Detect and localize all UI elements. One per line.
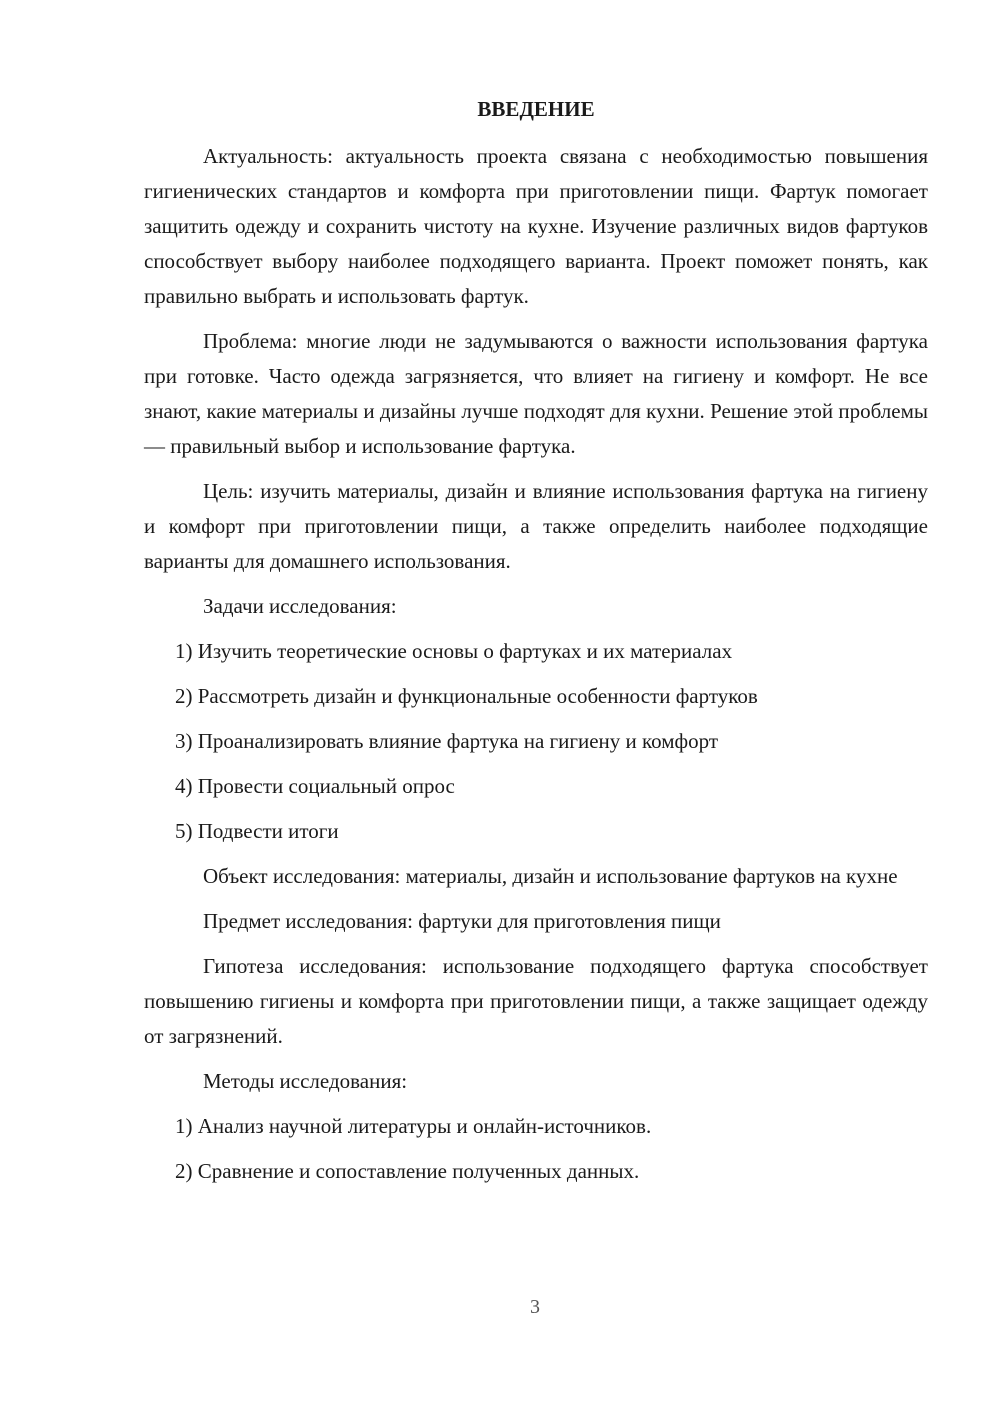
- tasks-title: Задачи исследования:: [203, 594, 397, 618]
- task-item: 4) Провести социальный опрос: [175, 774, 455, 798]
- paragraph-goal: Цель: изучить материалы, дизайн и влияние использования фартука на гигиену и комфорт при приготовлении пищи, а также определить наиболее подходящие варианты для домашнего использования.: [144, 479, 928, 573]
- task-item: 5) Подвести итоги: [175, 819, 339, 843]
- paragraph-subject: Предмет исследования: фартуки для приготовления пищи: [203, 909, 721, 933]
- paragraph-relevance: Актуальность: актуальность проекта связана с необходимостью повышения гигиенических стандартов и комфорта при приготовлении пищи. Фартук помогает защитить одежду и сохранить чистоту на кухне. Изучение различных видов фартуков способствует выбору наиболее подходящего варианта. Проект поможет понять, как правильно выбрать и использовать фартук.: [144, 144, 928, 308]
- paragraph-object: Объект исследования: материалы, дизайн и использование фартуков на кухне: [203, 864, 898, 888]
- paragraph-hypothesis: Гипотеза исследования: использование подходящего фартука способствует повышению гигиены и комфорта при приготовлении пищи, а также защищает одежду от загрязнений.: [144, 954, 928, 1048]
- section-heading: ВВЕДЕНИЕ: [477, 97, 595, 121]
- methods-title: Методы исследования:: [203, 1069, 408, 1093]
- task-item: 3) Проанализировать влияние фартука на гигиену и комфорт: [175, 729, 719, 753]
- document-page: [144, 92, 928, 1199]
- method-item: 2) Сравнение и сопоставление полученных данных.: [175, 1159, 640, 1183]
- method-item: 1) Анализ научной литературы и онлайн-источников.: [175, 1114, 652, 1138]
- paragraph-problem: Проблема: многие люди не задумываются о важности использования фартука при готовке. Часто одежда загрязняется, что влияет на гигиену и комфорт. Не все знают, какие материалы и дизайны лучше подходят для кухни. Решение этой проблемы — правильный выбор и использование фартука.: [144, 329, 928, 458]
- page-number: 3: [530, 1296, 540, 1318]
- task-item: 1) Изучить теоретические основы о фартуках и их материалах: [175, 639, 733, 663]
- task-item: 2) Рассмотреть дизайн и функциональные особенности фартуков: [175, 684, 758, 708]
